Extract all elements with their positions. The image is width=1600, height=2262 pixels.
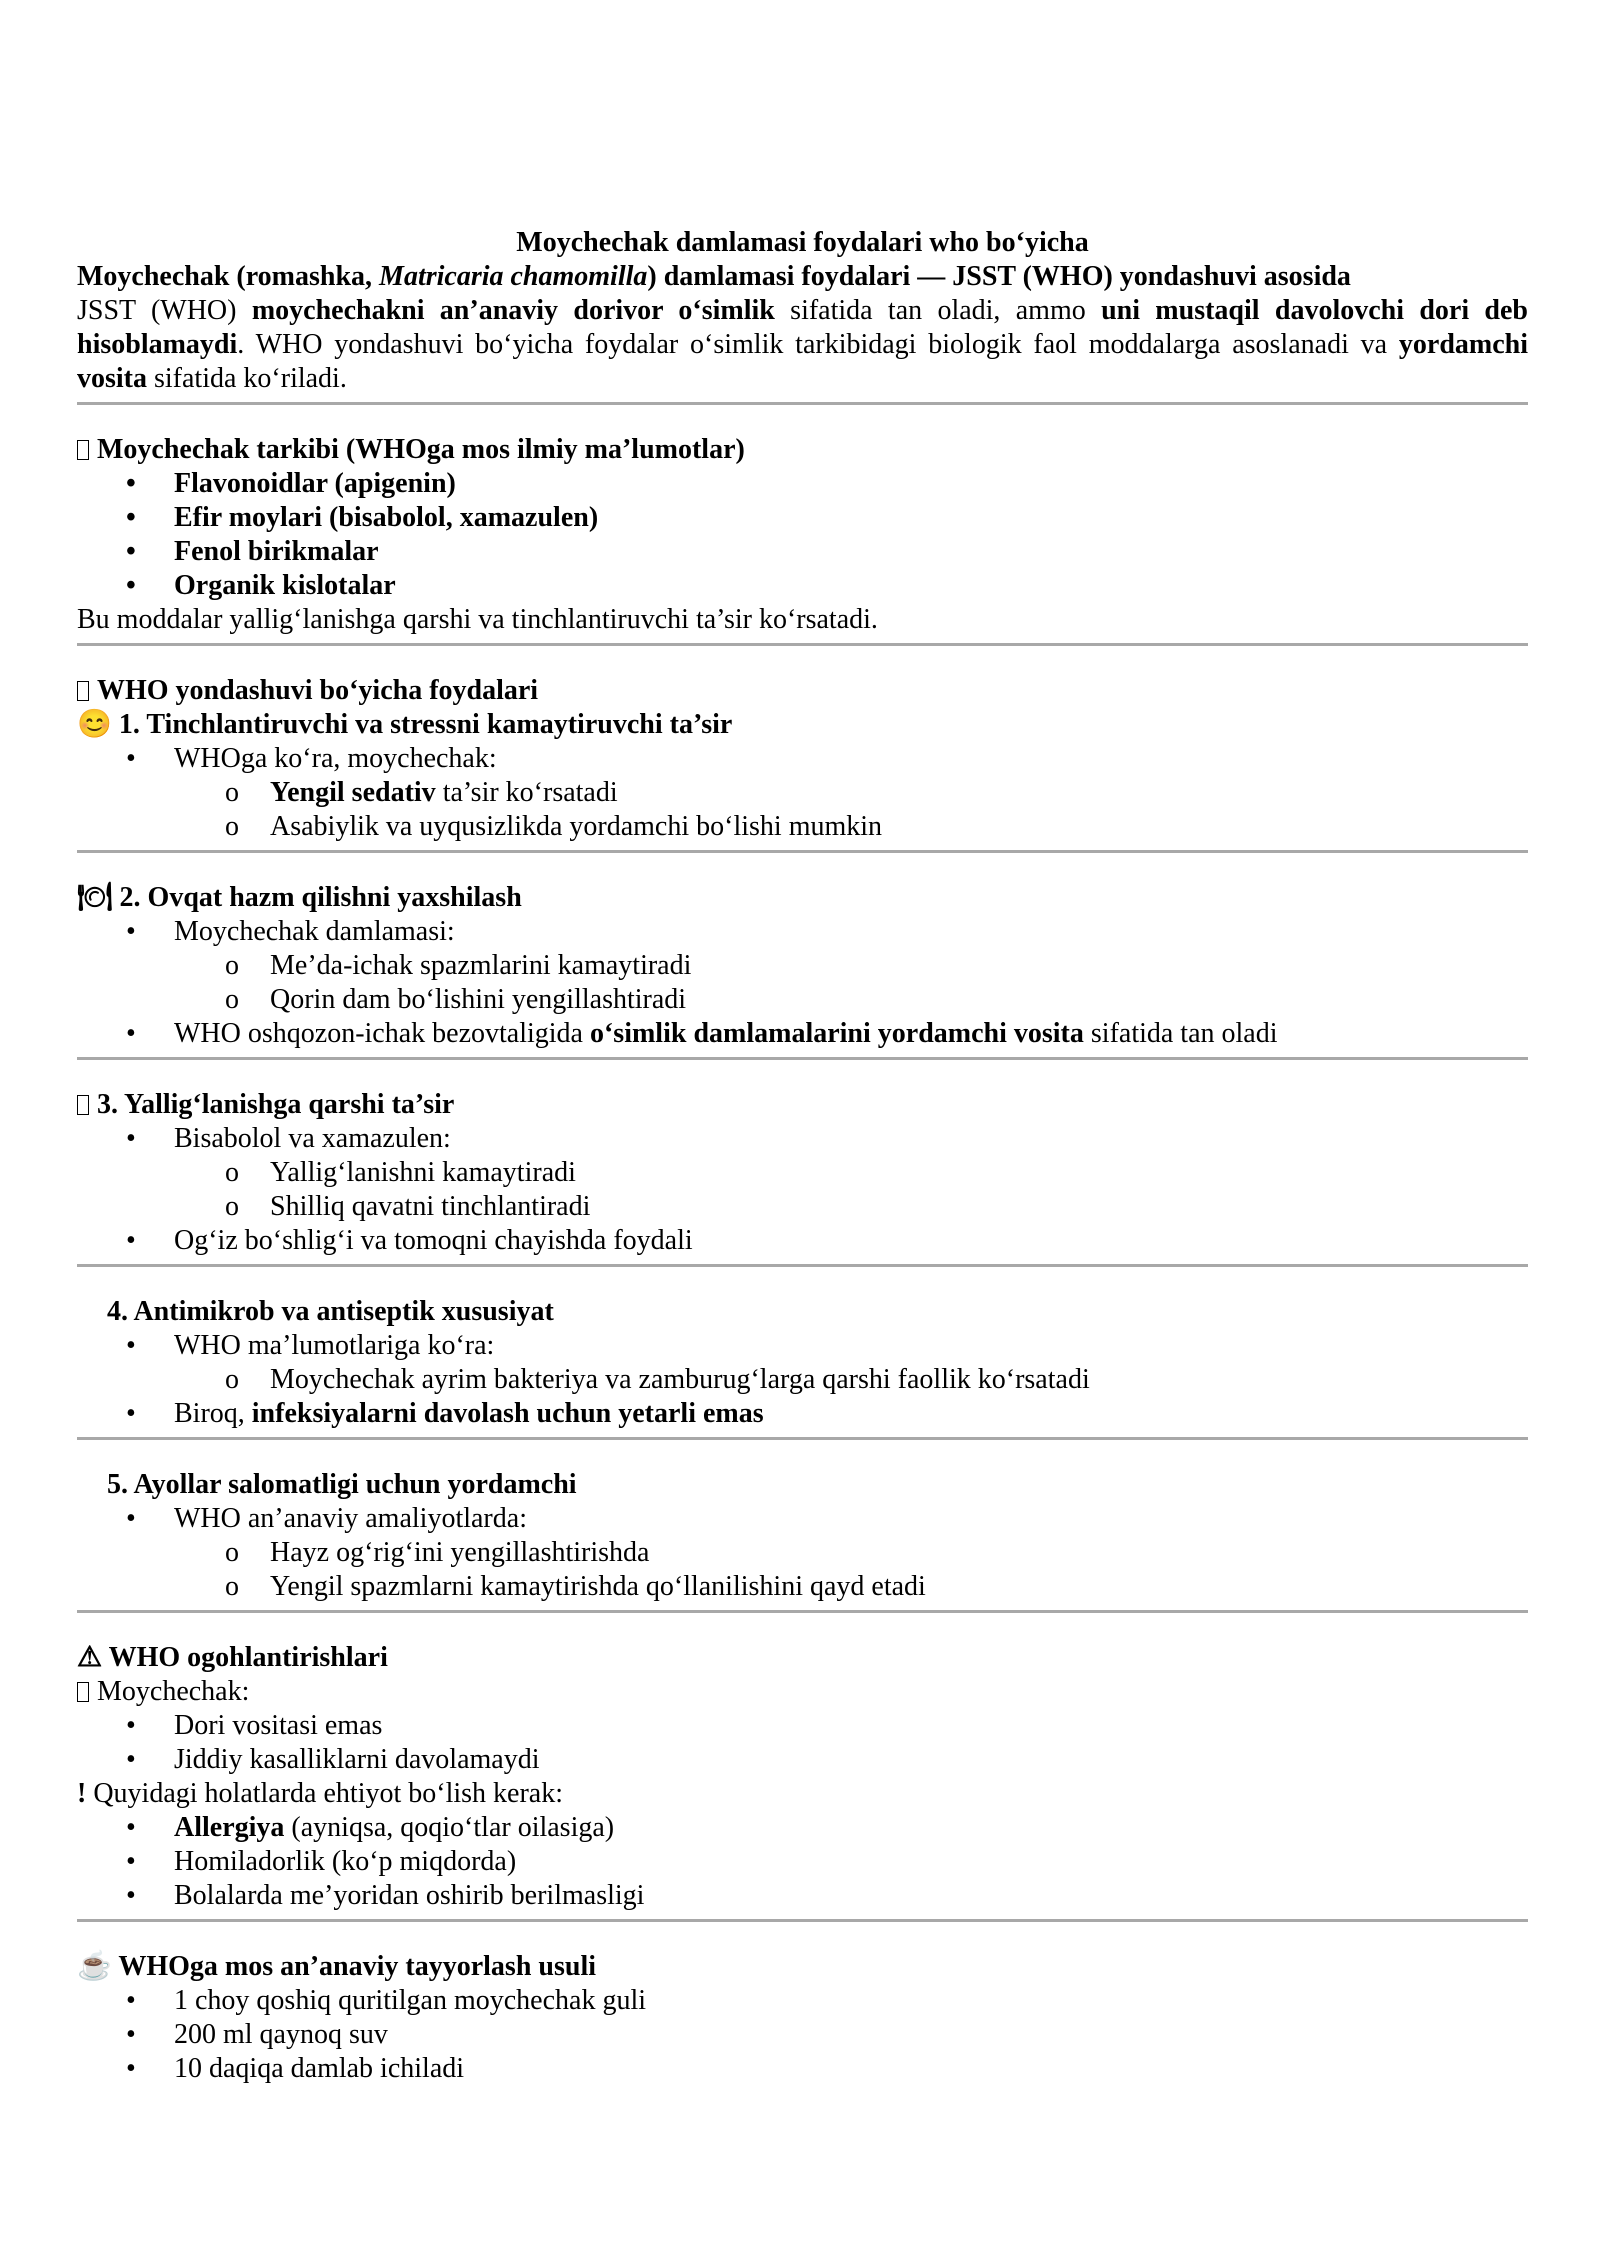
benefit-2-heading-text: 2. Ovqat hazm qilishni yaxshilash: [119, 882, 522, 913]
sub-item-bold: Yengil sedativ: [270, 777, 436, 808]
list-item: [77, 1397, 1528, 1431]
caution-text: Quyidagi holatlarda ehtiyot bo‘lish kerak:: [86, 1778, 563, 1809]
list-item: • Flavonoidlar (apigenin): [77, 467, 1528, 501]
list-item-text: Bisabolol va xamazulen:: [174, 1123, 451, 1154]
benefits-heading: [77, 674, 1528, 708]
list-item-text: sifatida tan oladi: [1083, 1018, 1278, 1049]
warnings-lead-text: Moychechak:: [97, 1676, 250, 1707]
benefit-3-heading: [77, 1088, 1528, 1122]
caution-list: [77, 1811, 1528, 1913]
composition-heading: [77, 433, 1528, 467]
warnings-list: [77, 1709, 1528, 1777]
exclamation-icon: !: [77, 1778, 87, 1809]
benefit-5-list: [77, 1502, 1528, 1604]
list-item-text: Moychechak damlamasi:: [174, 916, 455, 947]
intro-bold: moychechakni an’anaviy dorivor o‘simlik: [251, 295, 775, 326]
warnings-heading: [77, 1641, 1528, 1675]
hot-beverage-icon: ☕: [77, 1951, 112, 1982]
list-item: [77, 742, 1528, 844]
list-item-bold: Allergiya: [174, 1812, 285, 1843]
list-item-text: (ayniqsa, qoqio‘tlar oilasiga): [284, 1812, 615, 1843]
list-item: • Dori vositasi emas: [77, 1709, 1528, 1743]
latin-name: Matricaria chamomilla: [379, 261, 648, 292]
divider: [77, 1919, 1528, 1922]
intro-paragraph: [77, 294, 1528, 396]
missing-glyph-icon: [77, 1095, 89, 1115]
composition-note: Bu moddalar yallig‘lanishga qarshi va tinchlantiruvchi ta’sir ko‘rsatadi.: [77, 604, 878, 635]
sub-list-item: o Shilliq qavatni tinchlantiradi: [77, 1190, 1528, 1224]
list-item-text: WHOga ko‘ra, moychechak:: [174, 743, 497, 774]
sub-list-item: o Asabiylik va uyqusizlikda yordamchi bo‘lishi mumkin: [77, 810, 1528, 844]
intro-bold: uni mustaqil davolovchi dori deb hisoblamaydi: [77, 295, 1529, 360]
intro-text: sifatida tan oladi, ammo: [774, 295, 1102, 326]
missing-glyph-icon: [77, 681, 89, 701]
list-item: • Og‘iz bo‘shlig‘i va tomoqni chayishda foydali: [77, 1224, 1528, 1258]
divider: [77, 1057, 1528, 1060]
sub-list-item: o Yallig‘lanishni kamaytiradi: [77, 1156, 1528, 1190]
smile-icon: 😊: [77, 709, 112, 740]
list-item: • Organik kislotalar: [77, 569, 1528, 603]
divider: [77, 1264, 1528, 1267]
warnings-heading-text: WHO ogohlantirishlari: [108, 1642, 388, 1673]
sub-list-item: o Me’da-ichak spazmlarini kamaytiradi: [77, 949, 1528, 983]
composition-list: [77, 467, 1528, 603]
sub-list-item: o Qorin dam bo‘lishini yengillashtiradi: [77, 983, 1528, 1017]
list-item: • Fenol birikmalar: [77, 535, 1528, 569]
list-item: • Bolalarda me’yoridan oshirib berilmasligi: [77, 1879, 1528, 1913]
preparation-list: [77, 1984, 1528, 2086]
intro-text: JSST (WHO): [77, 295, 252, 326]
benefit-4-list: [77, 1329, 1528, 1431]
list-item: • 10 daqiqa damlab ichiladi: [77, 2052, 1528, 2086]
composition-heading-text: Moychechak tarkibi (WHOga mos ilmiy ma’lumotlar): [97, 434, 745, 465]
benefit-1-list: [77, 742, 1528, 844]
sub-list-item: o Yengil spazmlarni kamaytirishda qo‘llanilishini qayd etadi: [77, 1570, 1528, 1604]
intro-text: . WHO yondashuvi bo‘yicha foydalar o‘simlik tarkibidagi biologik faol moddalarga asoslanadi va: [237, 329, 1399, 360]
list-item-bold: infeksiyalarni davolash uchun yetarli emas: [251, 1398, 764, 1429]
benefit-3-heading-text: 3. Yallig‘lanishga qarshi ta’sir: [97, 1089, 455, 1120]
list-item-text: WHO ma’lumotlariga ko‘ra:: [174, 1330, 495, 1361]
benefit-2-list: [77, 915, 1528, 1051]
sub-item-text: ta’sir ko‘rsatadi: [435, 777, 618, 808]
document-subtitle: [77, 260, 1528, 294]
list-item-text: WHO oshqozon-ichak bezovtaligida: [174, 1018, 590, 1049]
list-item-text: Biroq,: [174, 1398, 252, 1429]
divider: [77, 1610, 1528, 1613]
subtitle-text-1: Moychechak (romashka,: [77, 261, 380, 292]
benefit-4-heading: 4. Antimikrob va antiseptik xususiyat: [107, 1296, 554, 1327]
subtitle-text-2: ) damlamasi foydalari — JSST (WHO) yondashuvi asosida: [647, 261, 1351, 292]
caution-line: [77, 1777, 1528, 1811]
benefit-1-heading-text: 1. Tinchlantiruvchi va stressni kamaytiruvchi ta’sir: [118, 709, 733, 740]
missing-glyph-icon: [77, 1682, 89, 1702]
warning-icon: ⚠: [77, 1642, 103, 1673]
benefit-5-heading: 5. Ayollar salomatligi uchun yordamchi: [107, 1469, 577, 1500]
missing-glyph-icon: [77, 440, 89, 460]
benefits-heading-text: WHO yondashuvi bo‘yicha foydalari: [97, 675, 539, 706]
list-item-bold: o‘simlik damlamalarini yordamchi vosita: [589, 1018, 1084, 1049]
divider: [77, 1437, 1528, 1440]
divider: [77, 402, 1528, 405]
list-item: [77, 1329, 1528, 1397]
list-item: [77, 1122, 1528, 1224]
list-item: • Efir moylari (bisabolol, xamazulen): [77, 501, 1528, 535]
document-content: [77, 226, 1528, 2086]
list-item: [77, 1502, 1528, 1604]
sub-list: [174, 949, 1528, 1017]
sub-list: [174, 1156, 1528, 1224]
sub-list-item: o Moychechak ayrim bakteriya va zamburug‘larga qarshi faollik ko‘rsatadi: [77, 1363, 1528, 1397]
list-item: • 200 ml qaynoq suv: [77, 2018, 1528, 2052]
list-item: • Homiladorlik (ko‘p miqdorda): [77, 1845, 1528, 1879]
preparation-heading-text: WHOga mos an’anaviy tayyorlash usuli: [118, 1951, 597, 1982]
intro-bold: yordamchi vosita: [77, 329, 1528, 394]
benefit-3-list: [77, 1122, 1528, 1258]
sub-list-item: o Hayz og‘rig‘ini yengillashtirishda: [77, 1536, 1528, 1570]
benefit-2-heading: [77, 881, 1528, 915]
intro-text: sifatida ko‘riladi.: [147, 363, 347, 394]
sub-list: [174, 1363, 1528, 1397]
list-item: [77, 1017, 1528, 1051]
benefit-1-heading: [77, 708, 1528, 742]
divider: [77, 643, 1528, 646]
sub-list: [174, 1536, 1528, 1604]
warnings-lead: [77, 1675, 1528, 1709]
preparation-heading: [77, 1950, 1528, 1984]
list-item: [77, 1811, 1528, 1845]
sub-list: [174, 776, 1528, 844]
divider: [77, 850, 1528, 853]
list-item-text: WHO an’anaviy amaliyotlarda:: [174, 1503, 527, 1534]
list-item: [77, 915, 1528, 1017]
list-item: • 1 choy qoshiq quritilgan moychechak guli: [77, 1984, 1528, 2018]
plate-cutlery-icon: 🍽: [77, 882, 113, 913]
document-title: Moychechak damlamasi foydalari who bo‘yicha: [516, 227, 1089, 258]
list-item: • Jiddiy kasalliklarni davolamaydi: [77, 1743, 1528, 1777]
sub-list-item: [77, 776, 1528, 810]
